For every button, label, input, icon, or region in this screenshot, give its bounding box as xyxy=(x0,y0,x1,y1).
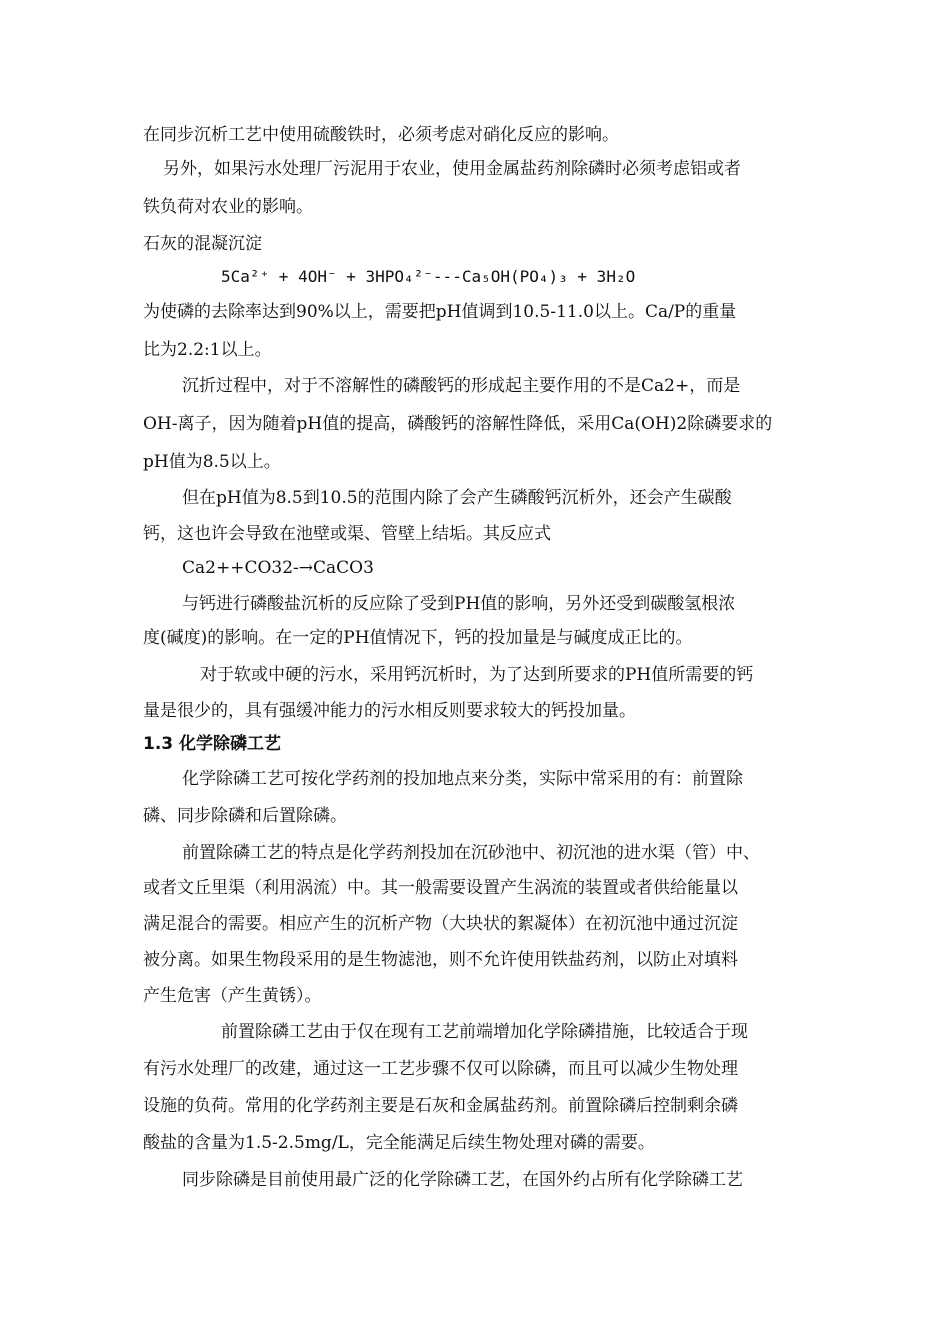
chemical-equation: Ca2++CO32-→CaCO3 xyxy=(182,558,374,578)
paragraph-line: 钙，这也许会导致在池壁或渠、管壁上结垢。其反应式 xyxy=(143,524,551,544)
paragraph-line: 度(碱度)的影响。在一定的PH值情况下，钙的投加量是与碱度成正比的。 xyxy=(143,628,693,648)
paragraph-line: 另外，如果污水处理厂污泥用于农业，使用金属盐药剂除磷时必须考虑铝或者 xyxy=(163,159,741,179)
paragraph-line: 与钙进行磷酸盐沉析的反应除了受到PH值的影响，另外还受到碳酸氢根浓 xyxy=(182,594,736,614)
paragraph-line: 满足混合的需要。相应产生的沉析产物（大块状的絮凝体）在初沉池中通过沉淀 xyxy=(143,914,738,934)
paragraph-line: 前置除磷工艺由于仅在现有工艺前端增加化学除磷措施，比较适合于现 xyxy=(221,1022,748,1042)
paragraph-line: 量是很少的，具有强缓冲能力的污水相反则要求较大的钙投加量。 xyxy=(143,701,636,721)
paragraph-line: 比为2.2:1以上。 xyxy=(143,340,272,360)
paragraph-line: 对于软或中硬的污水，采用钙沉析时，为了达到所要求的PH值所需要的钙 xyxy=(200,665,754,685)
paragraph-line: 或者文丘里渠（利用涡流）中。其一般需要设置产生涡流的装置或者供给能量以 xyxy=(143,878,738,898)
paragraph-line: 为使磷的去除率达到90%以上，需要把pH值调到10.5-11.0以上。Ca/P的重量 xyxy=(143,302,737,322)
chemical-equation: 5Ca²⁺ + 4OH⁻ + 3HPO₄²⁻---Ca₅OH(PO₄)₃ + 3H₂O xyxy=(221,267,636,286)
paragraph-line: 铁负荷对农业的影响。 xyxy=(143,197,313,217)
paragraph-line: 被分离。如果生物段采用的是生物滤池，则不允许使用铁盐药剂，以防止对填料 xyxy=(143,950,738,970)
paragraph-line: 在同步沉析工艺中使用硫酸铁时，必须考虑对硝化反应的影响。 xyxy=(143,125,619,145)
paragraph-line: 但在pH值为8.5到10.5的范围内除了会产生磷酸钙沉析外，还会产生碳酸 xyxy=(182,488,732,508)
paragraph-line: 有污水处理厂的改建，通过这一工艺步骤不仅可以除磷，而且可以减少生物处理 xyxy=(143,1059,738,1079)
section-label: 石灰的混凝沉淀 xyxy=(143,234,262,254)
paragraph-line: 沉折过程中，对于不溶解性的磷酸钙的形成起主要作用的不是Ca2+，而是 xyxy=(182,376,741,396)
paragraph-line: 同步除磷是目前使用最广泛的化学除磷工艺，在国外约占所有化学除磷工艺 xyxy=(182,1170,743,1190)
paragraph-line: 产生危害（产生黄锈）。 xyxy=(143,986,322,1006)
paragraph-line: OH-离子，因为随着pH值的提高，磷酸钙的溶解性降低，采用Ca(OH)2除磷要求的 xyxy=(143,414,773,434)
paragraph-line: pH值为8.5以上。 xyxy=(143,452,281,472)
paragraph-line: 化学除磷工艺可按化学药剂的投加地点来分类，实际中常采用的有：前置除 xyxy=(182,769,743,789)
section-heading: 1.3 化学除磷工艺 xyxy=(143,734,282,754)
paragraph-line: 磷、同步除磷和后置除磷。 xyxy=(143,806,347,826)
paragraph-line: 前置除磷工艺的特点是化学药剂投加在沉砂池中、初沉池的进水渠（管）中、 xyxy=(182,843,760,863)
paragraph-line: 设施的负荷。常用的化学药剂主要是石灰和金属盐药剂。前置除磷后控制剩余磷 xyxy=(143,1096,738,1116)
paragraph-line: 酸盐的含量为1.5-2.5mg/L，完全能满足后续生物处理对磷的需要。 xyxy=(143,1133,655,1153)
